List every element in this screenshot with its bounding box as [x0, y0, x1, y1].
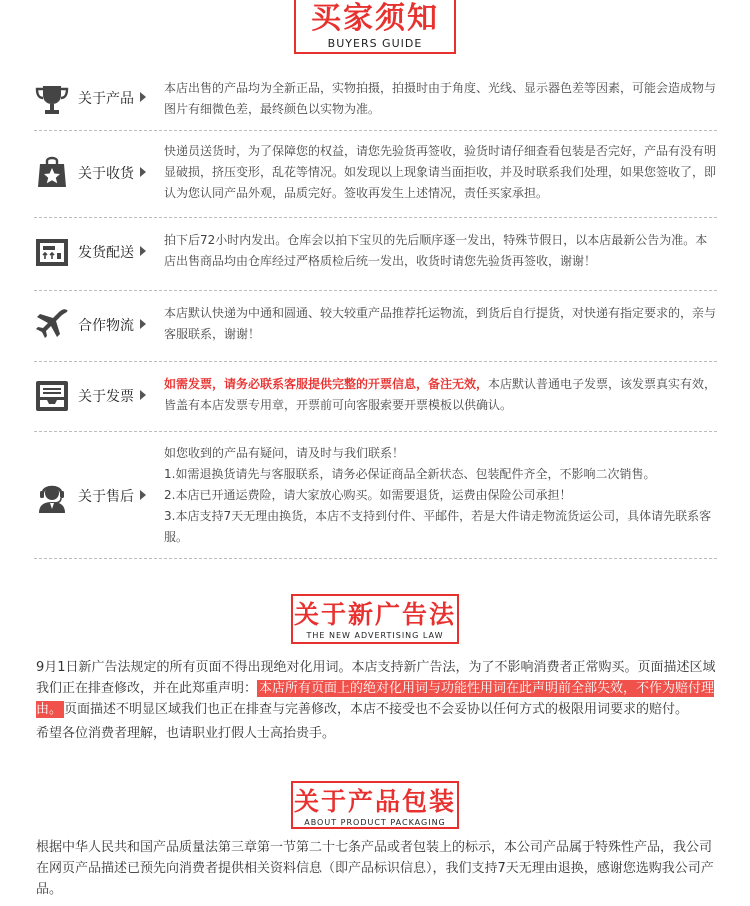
- buyers-guide-title: 买家须知: [311, 1, 439, 36]
- after-sales-line: 2.本店已开通运费险，请大家放心购买。如需要退货，运费由保险公司承担！: [164, 488, 572, 502]
- buyers-guide-subtitle: BUYERS GUIDE: [327, 37, 423, 50]
- guide-row-text: [164, 443, 717, 548]
- guide-row-logistics: [34, 291, 717, 362]
- declaration-highlight: 本店所有页面上的绝对化用词与功能性用词在此声明前全部失效，不作为赔付理由。: [36, 681, 715, 717]
- packaging-title-box: [291, 781, 459, 829]
- shopping-bag-icon: [34, 153, 70, 189]
- guide-row-text: [164, 374, 717, 416]
- guide-row-shipping: [34, 218, 717, 291]
- guide-row-receiving: [34, 131, 717, 218]
- packaging-title: 关于产品包装: [293, 787, 456, 816]
- guide-row-label: 关于售后: [78, 486, 146, 506]
- guide-row-text: 本店默认快递为中通和圆通、较大较重产品推荐托运物流，到货后自行提货，对快递有指定要求的，亲与客服联系，谢谢！: [164, 306, 717, 341]
- advertising-law-title-box: [291, 594, 459, 644]
- packaging-text: 根据中华人民共和国产品质量法第三章第一节第二十七条产品或者包装上的标示，本公司产品属于特殊性产品，我公司在网页产品描述已预先向消费者提供相关资料信息（即产品标识信息），我们支持7天无理由退换，感谢您选购我公司产品。: [36, 840, 714, 897]
- trophy-icon: [34, 81, 70, 117]
- guide-row-invoice: [34, 362, 717, 432]
- guide-row-after-sales: [34, 432, 717, 559]
- guide-row-text: 拍下后72小时内发出。仓库会以拍下宝贝的先后顺序逐一发出，特殊节假日，以本店最新公告为准。本店出售商品均由仓库经过严格质检后统一发出，收货时请您先验货再签收，谢谢！: [164, 233, 708, 268]
- guide-row-label: 发货配送: [78, 242, 146, 262]
- after-sales-line: 3.本店支持7天无理由换货，本店不支持到付件、平邮件，若是大件请走物流货运公司，具体请先联系客服。: [164, 509, 712, 544]
- customer-service-icon: [34, 478, 70, 514]
- advertising-law-subtitle: THE NEW ADVERTISING LAW: [306, 631, 444, 640]
- after-sales-line: 1.如需退换货请先与客服联系，请务必保证商品全新状态、包装配件齐全，不影响二次销售。: [164, 467, 656, 481]
- guide-row-label: 关于产品: [78, 88, 146, 108]
- inbox-icon: [34, 378, 70, 414]
- advertising-law-text: 9月1日新广告法规定的所有页面不得出现绝对化用词。本店支持新广告法，为了不影响消费者正常购买。页面描述区域我们正在排查修改，并在此郑重声明： 本店所有页面上的绝对化用词与功能性用词在此声明前全部失效，不作为赔付理由。 页面描述不明显区域我们也正在排查与完善修改，本店不接受也不会妥协以任何方式的极限用词要求的赔付。 希望各位消费者理解，也请职业打假人士高抬贵手。: [36, 657, 716, 744]
- guide-row-label: 关于收货: [78, 163, 146, 183]
- guide-row-label: 关于发票: [78, 386, 146, 406]
- advertising-law-closing: 希望各位消费者理解，也请职业打假人士高抬贵手。: [36, 726, 336, 741]
- advertising-law-title: 关于新广告法: [293, 600, 456, 629]
- after-sales-line: 如您收到的产品有疑问，请及时与我们联系！: [164, 446, 405, 460]
- guide-row-text: 本店出售的产品均为全新正品，实物拍摄，拍摄时由于角度、光线、显示器色差等因素，可能会造成物与图片有细微色差，最终颜色以实物为准。: [164, 81, 717, 116]
- box-icon: [34, 234, 70, 270]
- guide-row-label: 合作物流: [78, 315, 146, 335]
- invoice-warning-text: 如需发票，请务必联系客服提供完整的开票信息，备注无效，: [164, 377, 489, 391]
- invoice-info-text: 本店默认普通电子发票，该发票真实有效，皆盖有本店发票专用章，开票前可向客服索要开票模板以供确认。: [164, 377, 717, 412]
- airplane-icon: [34, 307, 70, 343]
- buyers-guide-title-box: [294, 0, 456, 54]
- packaging-subtitle: ABOUT PRODUCT PACKAGING: [304, 818, 446, 827]
- guide-row-product: [34, 68, 717, 131]
- guide-row-text: 快递员送货时，为了保障您的权益，请您先验货再签收，验货时请仔细查看包装是否完好，产品有没有明显破损，挤压变形，乱花等情况。如发现以上现象请当面拒收，并及时联系我们处理，如果您签收了，即认为您认同产品外观，品质完好。签收再发生上述情况，责任买家承担。: [164, 144, 717, 200]
